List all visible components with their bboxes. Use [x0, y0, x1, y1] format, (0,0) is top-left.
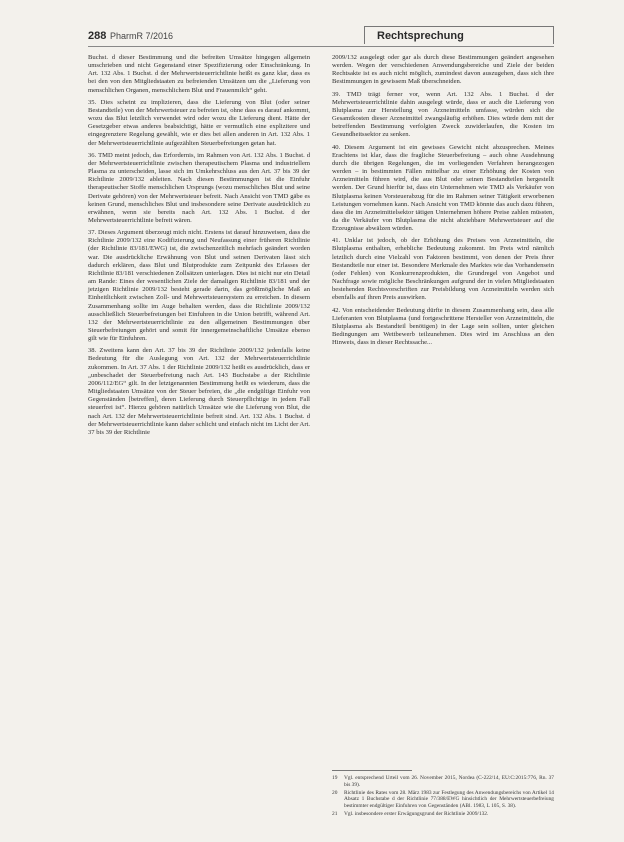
- footnote: [332, 775, 554, 788]
- paragraph: 38. Zweitens kann den Art. 37 bis 39 der Richtlinie 2009/132 jedenfalls keine Bedeutung für die Auslegung von Art. 132 der Mehrwertsteuerrichtlinie zukommen. In Art. 37 Abs. 1 der Richtlinie 2009/132 heißt es ausdrücklich, dass er „unbeschadet der Steuerbefreiung nach Art. 143 Buchstabe a der Richtlinie 2006/112/EG“ gilt. In der letztgenannten Bestimmung heißt es wiederum, dass die Mitgliedstaaten Umsätze von der Steuer befreien, die „die endgültige Einfuhr von Gegenständen [betreffen], deren Lieferung durch Steuerpflichtige in jedem Fall steuerfrei ist“. Hierzu gehören natürlich Umsätze wie die Lieferung von Blut, die nach Art. 132 der Mehrwertsteuerrichtlinie befreit sind. Art. 132 Abs. 1 Buchst. d der Mehrwertsteuerrichtlinie kann daher schlicht und einfach nicht im Licht der Art. 37 bis 39 der Richtlinie: [88, 347, 310, 436]
- footnote-text: Vgl. entsprechend Urteil vom 26. November 2015, Nordea (C-222/14, EU:C:2015:776, Rn. 37 bis 39).: [344, 775, 554, 788]
- paragraph: 35. Dies scheint zu implizieren, dass die Lieferung von Blut (oder seiner Bestandteile) von der Mehrwertsteuer zu befreien ist, ohne dass es darauf ankommt, wozu das Blut letztlich verwendet wird oder wozu die Lieferung dient. Hätte der Gesetzgeber etwas anderes beabsichtigt, hätte er vermutlich eine explizitere und eingegrenztere Regelung gewählt, wie er dies bei allen anderen in Art. 132 Abs. 1 der Mehrwertsteuerrichtlinie aufgezählten Steuerbefreiungen getan hat.: [88, 98, 310, 147]
- footnote-number: 20: [332, 789, 338, 796]
- section-title: Rechtsprechung: [364, 26, 554, 44]
- footnote-text: Vgl. insbesondere erster Erwägungsgrund der Richtlinie 2009/132.: [344, 810, 489, 817]
- footnote: [332, 790, 554, 810]
- paragraph: 36. TMD meint jedoch, das Erfordernis, im Rahmen von Art. 132 Abs. 1 Buchst. d der Mehrwertsteuerrichtlinie zwischen therapeutischem Plasma und industriellem Plasma zu unterscheiden, lasse sich im Umkehrschluss aus den Art. 37 bis 39 der Richtlinie 2009/132 ableiten. Nach diesen Bestimmungen ist die Einfuhr therapeutischer Stoffe menschlichen Ursprungs (wozu menschliches Blut und seine Derivate gehören) von der Mehrwertsteuer befreit. Nach Ansicht von TMD gäbe es keinen Grund, menschliches Blut und insbesondere seine Derivate ausdrücklich zu erwähnen, wenn sie bereits nach Art. 132 Abs. 1 Buchst. d der Mehrwertsteuerrichtlinie befreit wären.: [88, 151, 310, 224]
- page-header: [88, 24, 554, 48]
- paragraph: 39. TMD trägt ferner vor, wenn Art. 132 Abs. 1 Buchst. d der Mehrwertsteuerrichtlinie dahin ausgelegt würde, dass er auch die Lieferung von Blutplasma zur Herstellung von Arzneimitteln umfasse, würden sich die Gesamtkosten dieser Arzneimittel zwangsläufig erhöhen. Dies würde dem mit der betreffenden Bestimmung verfolgten Zweck zuwiderlaufen, die Kosten im Gesundheitssektor zu senken.: [332, 90, 554, 139]
- paragraph: 40. Diesem Argument ist ein gewisses Gewicht nicht abzusprechen. Meines Erachtens ist klar, dass die fragliche Steuerbefreiung – auch ohne Ausdehnung durch die übrigen Regelungen, die im vorliegenden Verfahren herangezogen werden – in bestimmten Fällen mittelbar zu einer Erhöhung der Kosten von Arzneimitteln führen wird, die aus Blut oder seinen Bestandteilen hergestellt werden. Der Grund hierfür ist, dass ein Unternehmen wie TMD als Verkäufer von Blutplasma keinen Vorsteuerabzug für die im Rahmen seiner Tätigkeit erworbenen Leistungen vornehmen kann. Nach Ansicht von TMD könnte das auch dazu führen, dass die im Arzneimittelsektor tätigen Unternehmen höhere Preise zahlen müssten, da die Verkäufer von Blutplasma die nicht abziehbare Mehrwertsteuer auf die Erzeugnisse abwälzen würden.: [332, 143, 554, 233]
- left-column: [88, 54, 310, 441]
- footnote-number: 19: [332, 775, 338, 781]
- journal-name: PharmR 7/2016: [110, 31, 174, 41]
- footnotes: [332, 775, 554, 819]
- header-rule: [88, 46, 554, 47]
- footnote: [332, 811, 554, 818]
- paragraph: 42. Von entscheidender Bedeutung dürfte in diesem Zusammenhang sein, dass alle Lieferanten von Blutplasma (und fortgeschrittene Hersteller von Arzneimitteln, die Blutplasma als Bestandteil benötigen) in der Lage sein sollten, unter gleichen Bedingungen am Wettbewerb teilzunehmen. Dies wird im Anschluss an den Hinweis, dass in dieser Rechtssache...: [332, 306, 554, 347]
- paragraph: Buchst. d dieser Bestimmung und die befreiten Umsätze hingegen allgemein umschrieben und nicht Gegenstand einer Spezifizierung oder Einschränkung. In Art. 132 Abs. 1 Buchst. d der Mehrwertsteuerrichtlinie heißt es ganz klar, dass es bei den von den Mitgliedstaaten zu befreienden Umsätzen um die „Lieferung von menschlichen Organen, menschlichem Blut und Frauenmilch“ geht.: [88, 54, 310, 94]
- footnote-number: 21: [332, 810, 338, 817]
- footnote-text: Richtlinie des Rates vom 28. März 1983 zur Festlegung des Anwendungsbereichs von Artikel 14 Absatz 1 Buchstabe d der Richtlinie 77/388/EWG hinsichtlich der Mehrwertsteuerbefreiung bestimmter endgültiger Einfuhren von Gegenständen (ABl. 1983, L 105, S. 38).: [344, 789, 554, 809]
- paragraph: 41. Unklar ist jedoch, ob der Erhöhung des Preises von Arzneimitteln, die Blutplasma enthalten, erhebliche Bedeutung zukommt. Im Preis wird nämlich letztlich durch eine Vielzahl von Faktoren bestimmt, von denen der Preis ihrer Bestandteile nur einer ist. Besondere Merkmale des Marktes wie das Vorhandensein (oder Fehlen) von Konkurrenzprodukten, die Grundregel von Angebot und Nachfrage sowie mögliche Beschränkungen aufgrund der in vielen Mitgliedstaaten bestehenden Rechtsvorschriften zur Preisbildung von Arzneimitteln werden sich ebenfalls auf ihren Preis auswirken.: [332, 237, 554, 302]
- paragraph: 37. Dieses Argument überzeugt mich nicht. Erstens ist darauf hinzuweisen, dass die Richtlinie 2009/132 eine Kodifizierung und Neufassung einer früheren Richtlinie (der Richtlinie 83/181/EWG) ist, die zwischenzeitlich mehrfach geändert worden war. Die ausdrückliche Erwähnung von Blut und seinen Derivaten lässt sich dadurch erklären, dass Blut und Blutprodukte zum Zeitpunkt des Erlasses der Richtlinie 83/181 verschiedenen Zollsätzen unterlagen. Dies ist nicht nur ein Detail am Rande: Eines der wesentlichen Ziele der damaligen Richtlinie 83/181 und der jetzigen Richtlinie 2009/132 besteht gerade darin, das größtmögliche Maß an Einheitlichkeit zwischen Zoll- und Mehrwertsteuersystem zu erreichen. In diesem Zusammenhang sollte im Auge behalten werden, dass die Richtlinie 2009/132 ausschließlich Steuerbefreiungen bei Einfuhren in die Union betrifft, während Art. 132 der Mehrwertsteuerrichtlinie zu den allgemeinen Bestimmungen über Steuerbefreiungen gehört und somit für innergemeinschaftliche Umsätze ebenso gilt wie für Einfuhren.: [88, 229, 310, 343]
- page-number: 288: [88, 30, 107, 42]
- paragraph: 2009/132 ausgelegt oder gar als durch diese Bestimmungen geändert angesehen werden. Wegen der verschiedenen Anwendungsbereiche und Ziele der beiden Rechtsakte ist es auch nicht möglich, zumindest davon auszugehen, dass sich ihre Bestimmungen in gewissem Maß überschneiden.: [332, 54, 554, 86]
- footnote-rule: [332, 770, 412, 771]
- right-column: [332, 54, 554, 351]
